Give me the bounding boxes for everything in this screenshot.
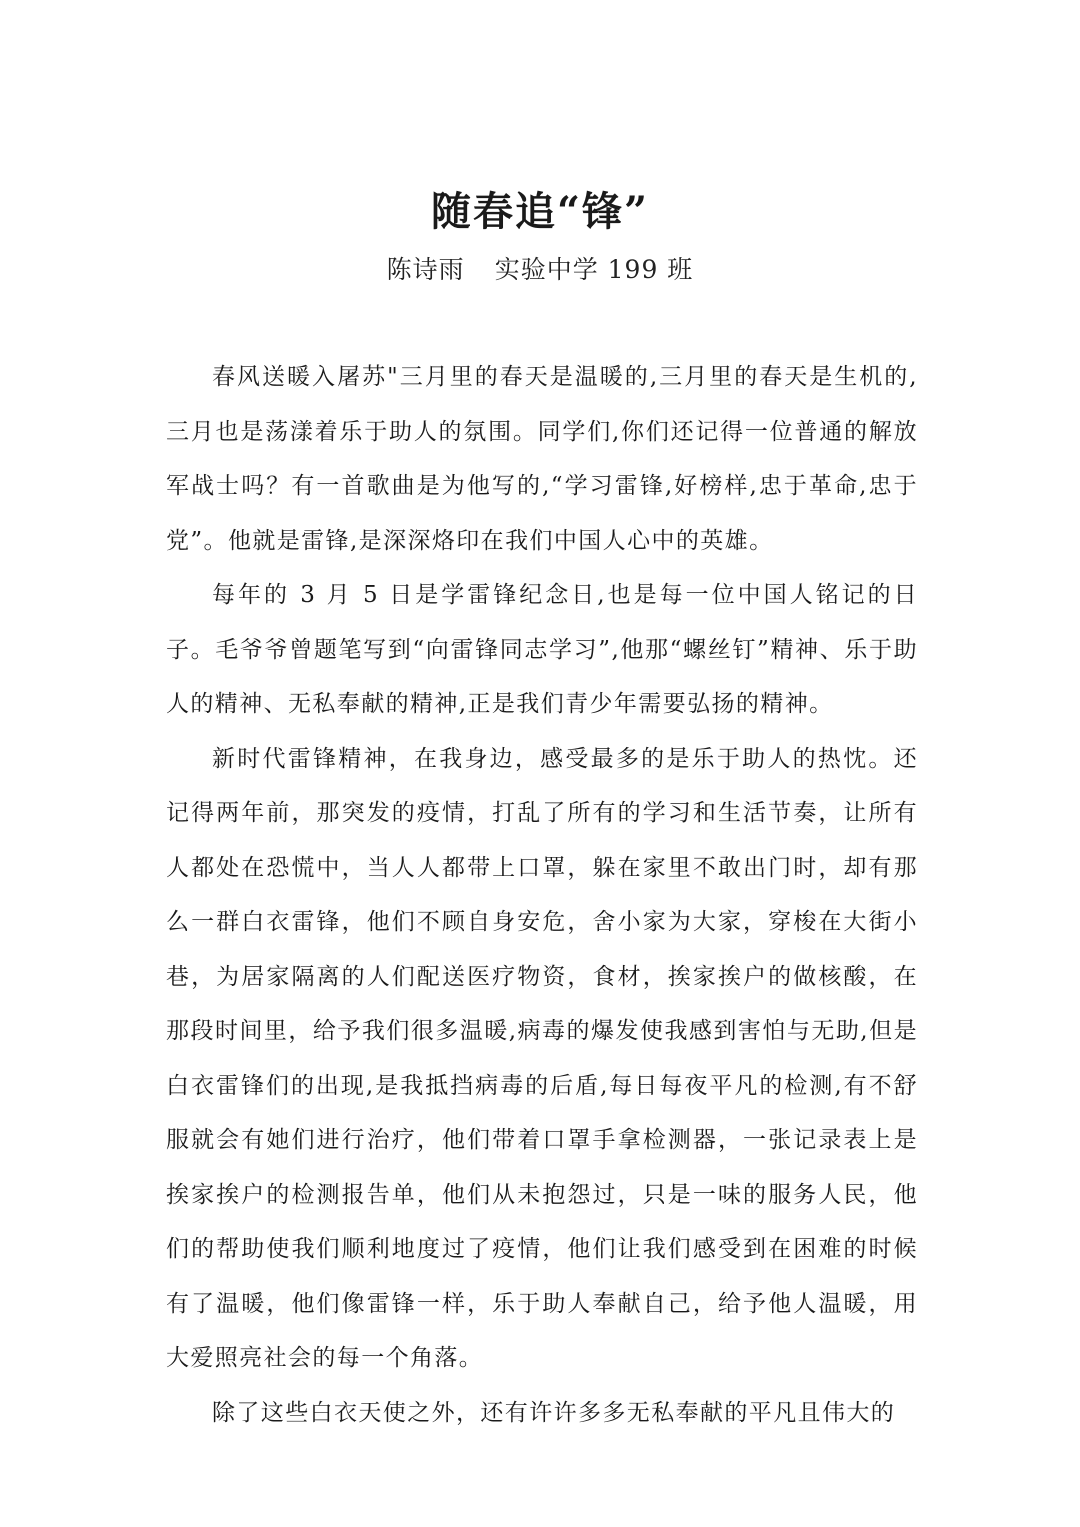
author-class: 实验中学 199 班 bbox=[494, 255, 694, 284]
author-line bbox=[0, 252, 1080, 288]
essay-title: 随春追“锋” bbox=[430, 188, 649, 235]
essay-body bbox=[166, 350, 918, 1440]
author-name: 陈诗雨 bbox=[386, 255, 465, 284]
paragraph-1: 春风送暖入屠苏"三月里的春天是温暖的,三月里的春天是生机的,三月也是荡漾着乐于助人的氛围。同学们,你们还记得一位普通的解放军战士吗？有一首歌曲是为他写的,“学习雷锋,好榜样,忠于革命,忠于党”。他就是雷锋,是深深烙印在我们中国人心中的英雄。 bbox=[166, 364, 918, 554]
paragraph-4: 除了这些白衣天使之外，还有许许多多无私奉献的平凡且伟大的 bbox=[212, 1399, 896, 1426]
paragraph-2: 每年的 3 月 5 日是学雷锋纪念日,也是每一位中国人铭记的日子。毛爷爷曾题笔写到“向雷锋同志学习”,他那“螺丝钉”精神、乐于助人的精神、无私奉献的精神,正是我们青少年需要弘扬的精神。 bbox=[166, 582, 918, 717]
paragraph-3: 新时代雷锋精神，在我身边，感受最多的是乐于助人的热忱。还记得两年前，那突发的疫情，打乱了所有的学习和生活节奏，让所有人都处在恐慌中，当人人都带上口罩，躲在家里不敢出门时，却有那么一群白衣雷锋，他们不顾自身安危，舍小家为大家，穿梭在大街小巷，为居家隔离的人们配送医疗物资，食材，挨家挨户的做核酸，在那段时间里，给予我们很多温暖,病毒的爆发使我感到害怕与无助,但是白衣雷锋们的出现,是我抵挡病毒的后盾,每日每夜平凡的检测,有不舒服就会有她们进行治疗，他们带着口罩手拿检测器，一张记录表上是挨家挨户的检测报告单，他们从未抱怨过，只是一味的服务人民，他们的帮助使我们顺利地度过了疫情，他们让我们感受到在困难的时候有了温暖，他们像雷锋一样，乐于助人奉献自己，给予他人温暖，用大爱照亮社会的每一个角落。 bbox=[166, 745, 918, 1371]
